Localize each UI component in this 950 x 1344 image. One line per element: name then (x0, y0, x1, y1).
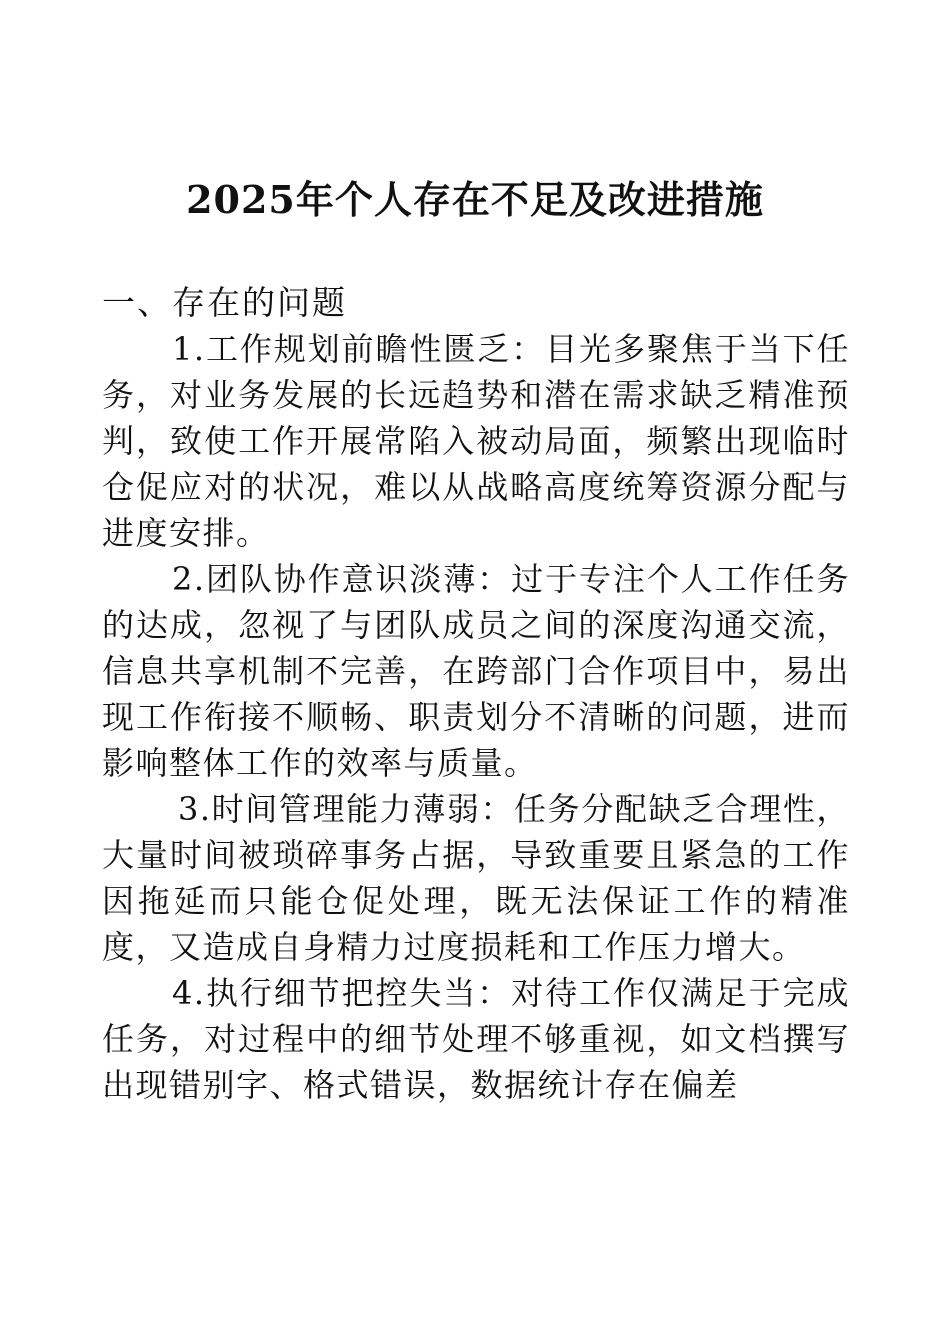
paragraph-1: 1.工作规划前瞻性匮乏：目光多聚焦于当下任务，对业务发展的长远趋势和潜在需求缺乏精准预判，致使工作开展常陷入被动局面，频繁出现临时仓促应对的状况，难以从战略高度统筹资源分配与进度安排。 (102, 330, 850, 552)
paragraph-2: 2.团队协作意识淡薄：过于专注个人工作任务的达成，忽视了与团队成员之间的深度沟通交流，信息共享机制不完善，在跨部门合作项目中，易出现工作衔接不顺畅、职责划分不清晰的问题，进而影响整体工作的效率与质量。 (102, 560, 850, 782)
document-body (102, 280, 850, 1108)
paragraph-3: 3.时间管理能力薄弱：任务分配缺乏合理性，大量时间被琐碎事务占据，导致重要且紧急的工作因拖延而只能仓促处理，既无法保证工作的精准度，又造成自身精力过度损耗和工作压力增大。 (102, 790, 850, 966)
document-title: 2025年个人存在不足及改进措施 (186, 177, 764, 222)
section-heading: 一、存在的问题 (102, 283, 347, 322)
paragraph-4: 4.执行细节把控失当：对待工作仅满足于完成任务，对过程中的细节处理不够重视，如文档撰写出现错别字、格式错误，数据统计存在偏差 (102, 974, 850, 1104)
